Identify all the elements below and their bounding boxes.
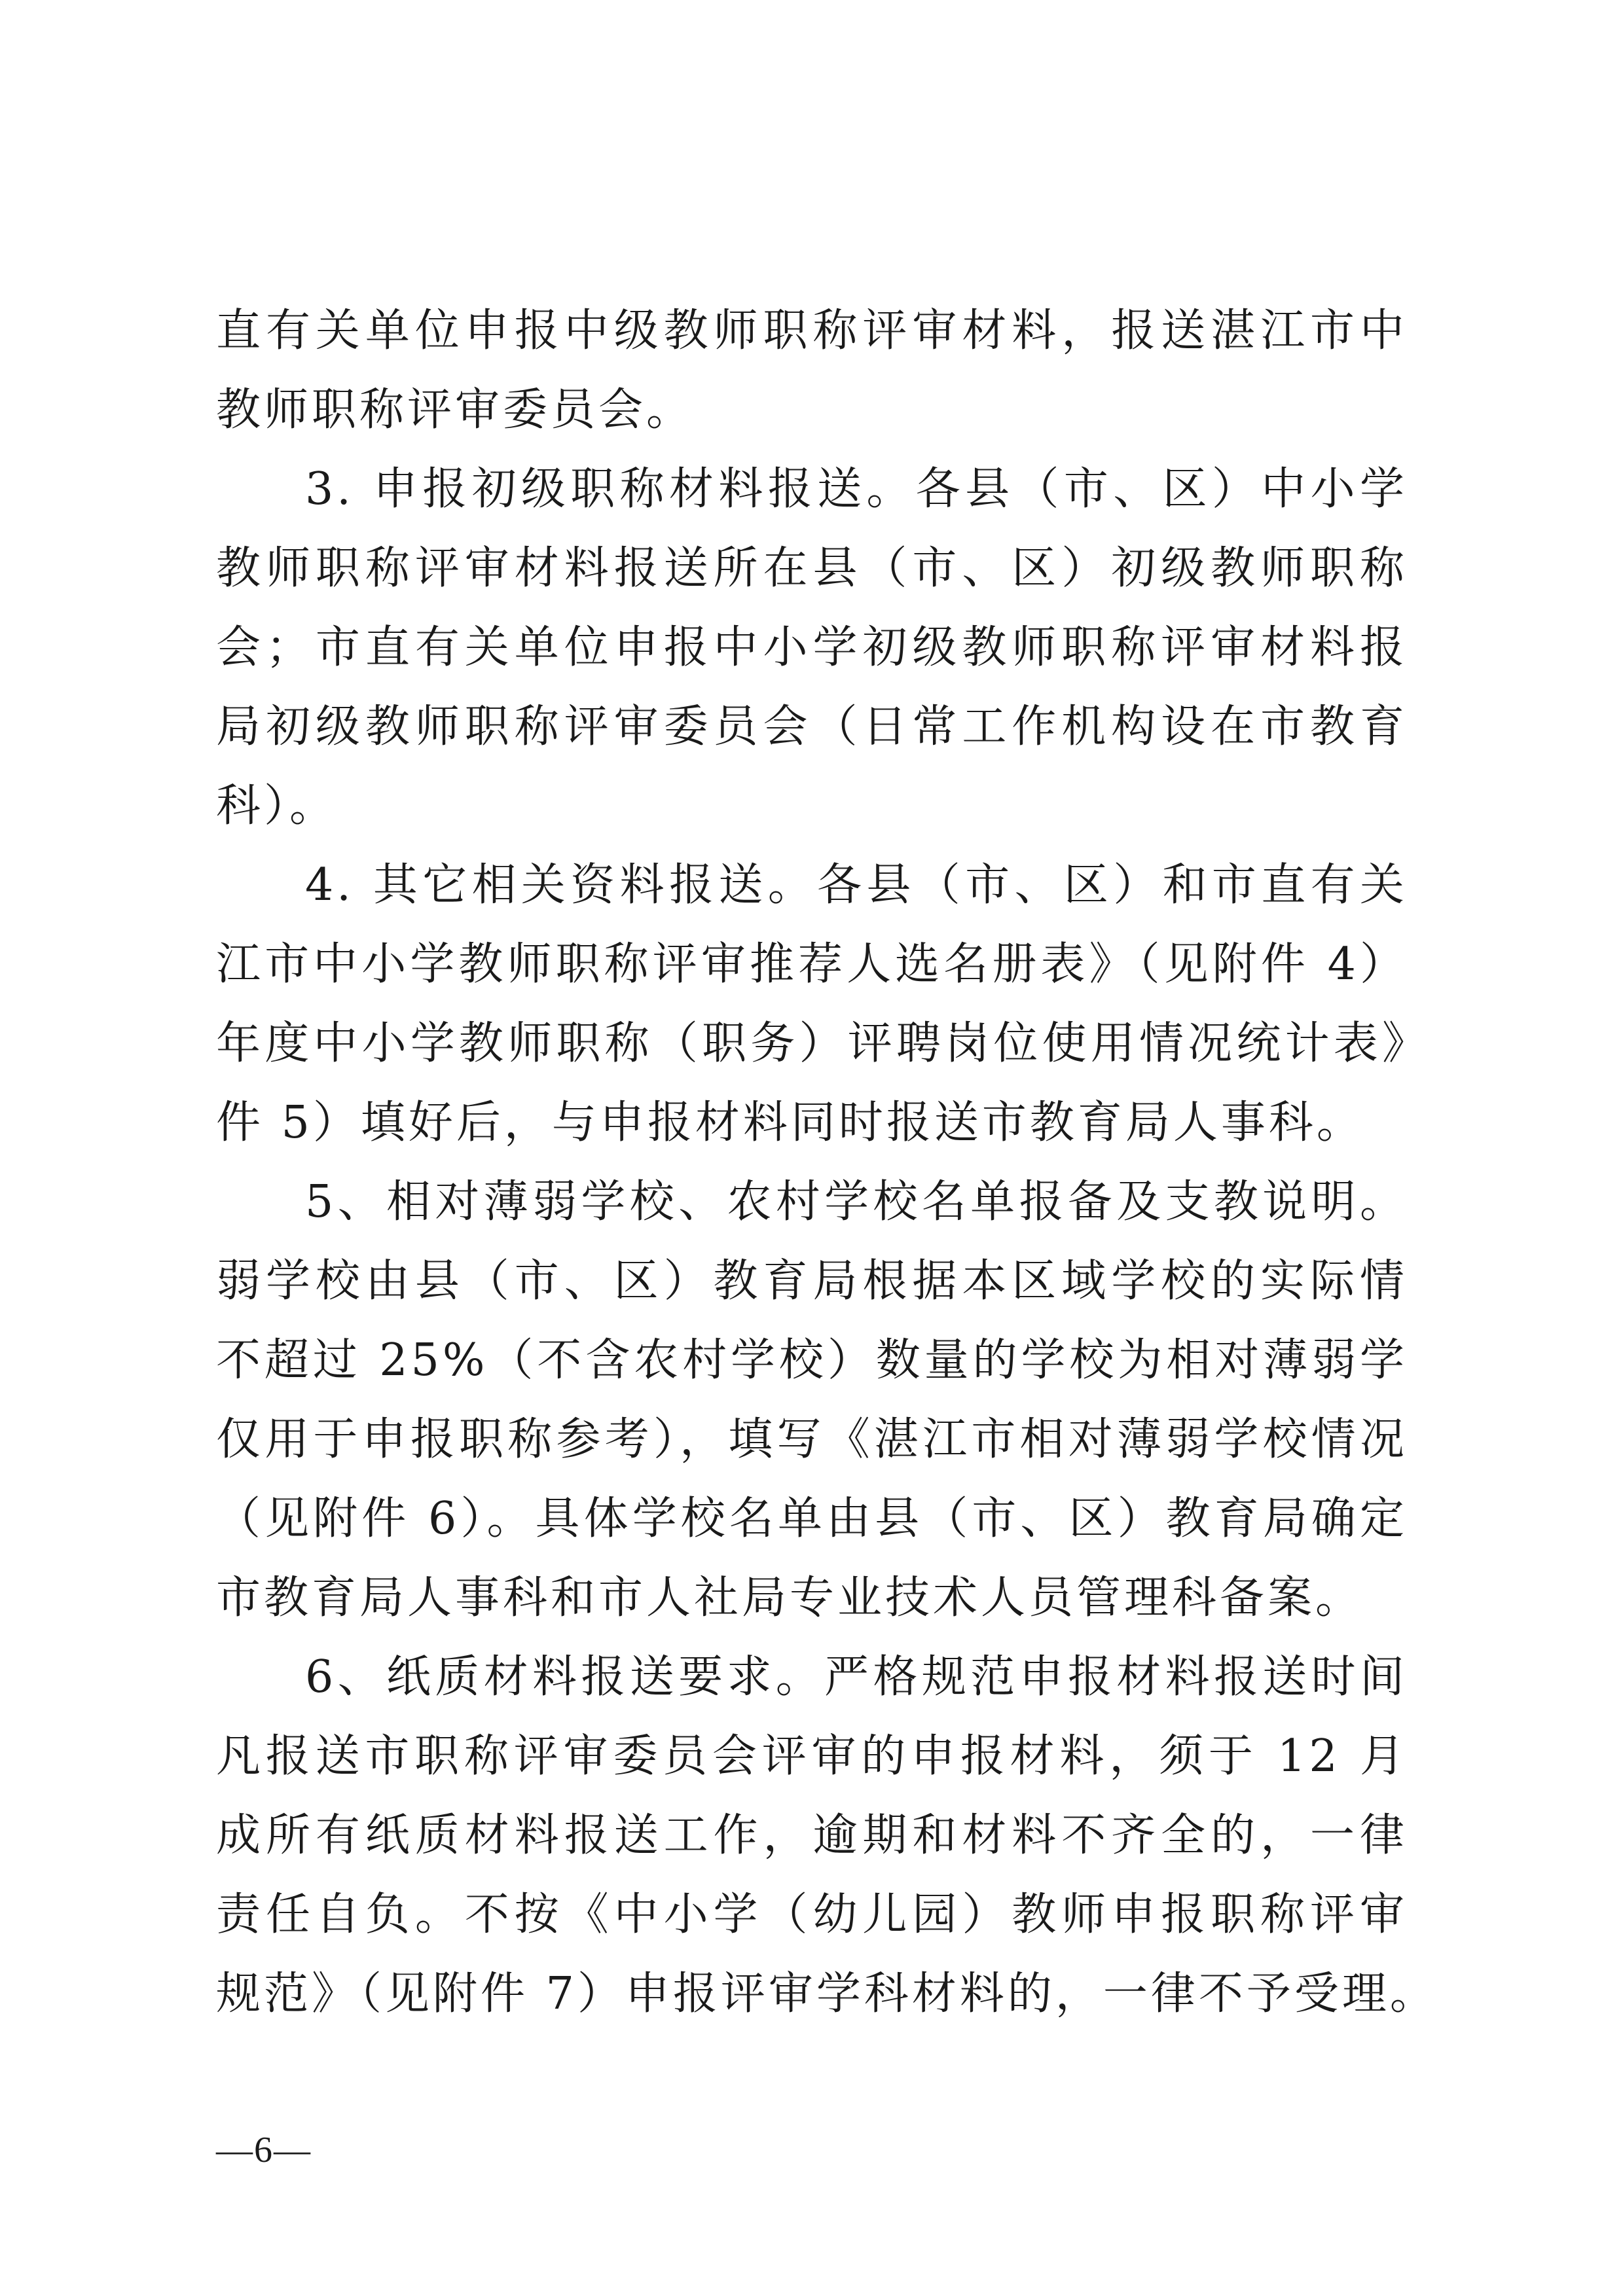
text-line: 仅用于申报职称参考），填写《湛江市相对薄弱学校情况 — [216, 1414, 1408, 1465]
text-line: 不超过 25%（不含农村学校）数量的学校为相对薄弱学 — [216, 1335, 1408, 1386]
text-line: 6、纸质材料报送要求。严格规范申报材料报送时间 — [305, 1651, 1408, 1703]
text-line: 教师职称评审委员会。 — [216, 384, 695, 436]
text-line: 教师职称评审材料报送所在县（市、区）初级教师职称 — [216, 543, 1408, 594]
text-line: 4. 其它相关资料报送。各县（市、区）和市直有关 — [305, 859, 1408, 911]
text-line: 成所有纸质材料报送工作，逾期和材料不齐全的，一律 — [216, 1810, 1408, 1861]
text-line: 件 5）填好后，与申报材料同时报送市教育局人事科。 — [216, 1097, 1364, 1149]
text-line: 规范》（见附件 7）申报评审学科材料的，一律不予受理。 — [216, 1968, 1438, 2020]
text-line: 5、相对薄弱学校、农村学校名单报备及支教说明。 — [305, 1176, 1408, 1228]
text-line: 责任自负。不按《中小学（幼儿园）教师申报职称评审 — [216, 1889, 1408, 1941]
text-line: 科）。 — [216, 780, 338, 832]
text-line: 会；市直有关单位申报中小学初级教师职称评审材料报 — [216, 622, 1408, 673]
text-line: 直有关单位申报中级教师职称评审材料，报送湛江市中 — [216, 305, 1408, 357]
body-text — [216, 291, 1438, 2034]
text-line: 弱学校由县（市、区）教育局根据本区域学校的实际情 — [216, 1255, 1408, 1307]
text-line: 市教育局人事科和市人社局专业技术人员管理科备案。 — [216, 1572, 1364, 1624]
text-line: 局初级教师职称评审委员会（日常工作机构设在市教育 — [216, 701, 1408, 753]
page-number: —6— — [216, 2130, 312, 2170]
text-line: 3. 申报初级职称材料报送。各县（市、区）中小学 — [305, 463, 1408, 515]
text-line: （见附件 6）。具体学校名单由县（市、区）教育局确定 — [216, 1493, 1408, 1545]
text-line: 凡报送市职称评审委员会评审的申报材料，须于 12 月 — [216, 1731, 1408, 1782]
text-line: 江市中小学教师职称评审推荐人选名册表》（见附件 4） — [216, 939, 1408, 990]
text-line: 年度中小学教师职称（职务）评聘岗位使用情况统计表》 — [216, 1018, 1408, 1069]
